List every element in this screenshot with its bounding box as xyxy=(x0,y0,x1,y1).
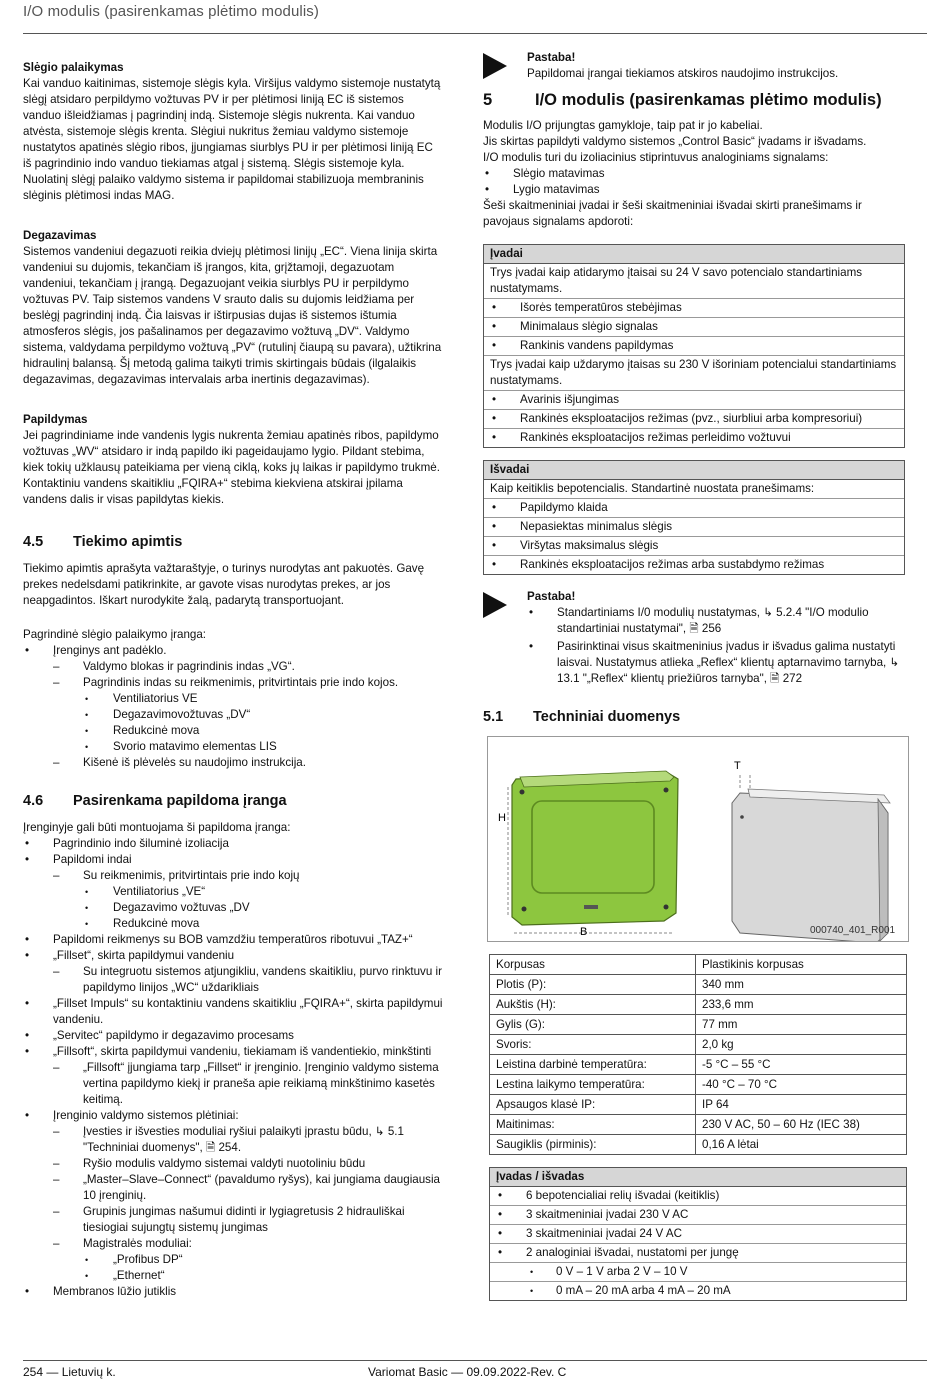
table-row: • Avarinis išjungimas xyxy=(484,391,904,410)
table-row xyxy=(490,995,907,1015)
paragraph: Tiekimo apimtis aprašyta važtaraštyje, o turinys nurodytas ant pakuotės. Gavę prekes nedelsdami patikrinkite, ar gavote visas nurodytas prekes, ar jos neapgadintos. Iškart nurodykite žalą, padarytą transportuojant. xyxy=(23,562,425,607)
list-item: • Degazavimovožtuvas „DV“ xyxy=(83,707,443,723)
note-box xyxy=(483,50,905,82)
list-item: – „Fillsoft“ įjungiama tarp „Fillset“ ir įrenginio. Įrenginio valdymo sistema vertina papildymo kiekį ir praneša apie reikiamą minkštinimo kasetės keitimą. xyxy=(53,1060,443,1108)
list-item: • Membranos lūžio jutiklis xyxy=(23,1284,443,1300)
list-item: • „Ethernet“ xyxy=(83,1268,443,1284)
section-title: Tiekimo apimtis xyxy=(73,534,183,550)
table-header: Išvadai xyxy=(484,461,904,480)
list-item: – Su integruotu sistemos atjungikliu, vandens skaitikliu, purvo rinktuvu ir papildymo linijos „WC“ uždarikliais xyxy=(53,964,443,996)
spec-value: -40 °C – 70 °C xyxy=(696,1075,907,1095)
list-item: – Grupinis jungimas našumui didinti ir lygiagretusis 2 hidrauliškai tiesiogiai sujungtų sistemų jungimas xyxy=(53,1204,443,1236)
paragraph: Pagrindinė slėgio palaikymo įranga: xyxy=(23,628,207,641)
table-row: • Rankinės eksploatacijos režimas perleidimo vožtuvui xyxy=(484,429,904,447)
page-header-title: I/O modulis (pasirenkamas plėtimo modulis) xyxy=(23,3,319,20)
section-number: 4.5 xyxy=(23,534,44,550)
table-row xyxy=(490,1055,907,1075)
list-item: • Lygio matavimas xyxy=(483,182,905,198)
table-row xyxy=(490,1115,907,1135)
outputs-table xyxy=(483,460,905,575)
spec-label: Saugiklis (pirminis): xyxy=(490,1135,696,1155)
table-row: • 2 analoginiai išvadai, nustatomi per jungę xyxy=(490,1244,906,1263)
dimension-label-b: B xyxy=(580,926,588,938)
list-item: – Su reikmenimis, pritvirtintais prie indo kojų • Ventiliatorius „VE“ • Degazavimo vožtuvas „DV • Redukcinė mova xyxy=(53,868,443,932)
table-row: • Rankinis vandens papildymas xyxy=(484,337,904,356)
right-column xyxy=(483,50,905,1313)
front-view-module xyxy=(512,771,678,925)
table-row: Kaip keitiklis bepotencialis. Standartinė nuostata pranešimams: xyxy=(484,480,904,499)
list-item: • „Fillsoft“, skirta papildymui vandeniu, tiekiamam iš vandentiekio, minkštinti – „Fillsoft“ įjungiama tarp „Fillset“ ir įrenginio. Įrenginio valdymo sistema vertina papildymo kiekį ir praneša apie reikiamą minkštinimo kasetės keitimą. xyxy=(23,1044,443,1108)
list-item: – Ryšio modulis valdymo sistemai valdyti nuotoliniu būdu xyxy=(53,1156,443,1172)
list-item: • Ventiliatorius „VE“ xyxy=(83,884,443,900)
table-row: • Minimalaus slėgio signalas xyxy=(484,318,904,337)
table-row xyxy=(490,1015,907,1035)
list-item: – „Master–Slave–Connect“ (pavaldumo ryšys), kai jungiama daugiausia 10 įrenginių. xyxy=(53,1172,443,1204)
inputs-table xyxy=(483,244,905,448)
subheading: Papildymas xyxy=(23,413,88,426)
table-row: • 0 V – 1 V arba 2 V – 10 V xyxy=(490,1263,906,1282)
spec-value: -5 °C – 55 °C xyxy=(696,1055,907,1075)
list-item: • Papildomi reikmenys su BOB vamzdžiu temperatūros ribotuvui „TAZ+“ xyxy=(23,932,443,948)
list-item: • „Profibus DP“ xyxy=(83,1252,443,1268)
table-row: Trys įvadai kaip atidarymo įtaisai su 24 V savo potencialo standartiniams nustatymams. xyxy=(484,264,904,299)
list-item: – Kišenė iš plėvelės su naudojimo instrukcija. xyxy=(53,755,443,771)
subheading: Slėgio palaikymas xyxy=(23,61,124,74)
list-item: • Slėgio matavimas xyxy=(483,166,905,182)
dimension-label-t: T xyxy=(734,760,741,772)
list-item: • Įrenginys ant padėklo. – Valdymo blokas ir pagrindinis indas „VG“. – Pagrindinis indas su reikmenimis, pritvirtintais prie indo kojos. • Ventiliatorius VE • Degazavimovožtuvas „DV“ • Redukcinė mova • Svorio matavimo elementas LIS – Kišenė iš plėvelės su naudojimo instrukcija. xyxy=(23,643,443,771)
table-row: • Nepasiektas minimalus slėgis xyxy=(484,518,904,537)
subheading: Degazavimas xyxy=(23,229,97,242)
optional-equipment-list xyxy=(23,836,443,1300)
section-number: 4.6 xyxy=(23,793,44,809)
list-item: • Redukcinė mova xyxy=(83,723,443,739)
footer-divider xyxy=(23,1360,927,1361)
table-header: Įvadai xyxy=(484,245,904,264)
table-row: • Rankinės eksploatacijos režimas arba sustabdymo režimas xyxy=(484,556,904,574)
note-label: Pastaba! xyxy=(527,51,576,64)
table-row: • 0 mA – 20 mA arba 4 mA – 20 mA xyxy=(490,1282,906,1300)
note-box xyxy=(483,589,905,687)
table-row: • 6 bepotencialiai relių išvadai (keitiklis) xyxy=(490,1187,906,1206)
note-arrow-icon xyxy=(483,592,507,618)
table-row: • Viršytas maksimalus slėgis xyxy=(484,537,904,556)
list-item: • Ventiliatorius VE xyxy=(83,691,443,707)
section-pressure-maintenance xyxy=(23,60,443,204)
table-row: • 3 skaitmeniniai įvadai 230 V AC xyxy=(490,1206,906,1225)
paragraph: Įrenginyje gali būti montuojama ši papildoma įranga: xyxy=(23,821,291,834)
spec-label: Aukštis (H): xyxy=(490,995,696,1015)
chapter-title: I/O modulis (pasirenkamas plėtimo modulis) xyxy=(535,91,882,109)
spec-label: Korpusas xyxy=(490,955,696,975)
section-refilling xyxy=(23,412,443,508)
table-row: • Rankinės eksploatacijos režimas (pvz., siurbliui arba kompresoriui) xyxy=(484,410,904,429)
note-text: Papildomai įrangai tiekiamos atskiros naudojimo instrukcijos. xyxy=(527,67,839,80)
spec-label: Lestina laikymo temperatūra: xyxy=(490,1075,696,1095)
list-item: • Pasirinktinai visus skaitmeninius įvadus ir išvadus galima nustatyti laisvai. Nustatymus atlieka „Reflex“ klientų aptarnavimo tarnyba, ↳ 13.1 "„Reflex“ klientų priežiūros tarnyba", 🗎 272 xyxy=(527,639,905,687)
chapter-heading-5 xyxy=(483,92,905,108)
spec-label: Plotis (P): xyxy=(490,975,696,995)
analog-list xyxy=(483,166,905,198)
footer-page-language: 254 — Lietuvių k. xyxy=(23,1365,116,1379)
section-title: Techniniai duomenys xyxy=(533,709,681,725)
section-heading-5-1 xyxy=(483,709,905,725)
table-row xyxy=(490,975,907,995)
scope-list xyxy=(23,643,443,771)
paragraph: Kai vanduo kaitinimas, sistemoje slėgis kyla. Viršijus valdymo sistemoje nustatytą slėgį atsidaro perpildymo vožtuvas PV ir per plėtimosi liniją EC iš sistemos vanduo išleidžiamas į pagrindinį indą. Sistemoje slėgis nukrenta. Kai vanduo atvėsta, sistemoje slėgis krenta. Slėgiui nukritus žemiau valdymo sistemoje nustatytos apatinės slėgio ribos, įjungiamas siurblys PU ir per plėtimosi liniją EC iš pagrindinio indo vanduo tiekiamas atgal į sistemą. Slėgis sistemoje kyla. Nuolatinį slėgį palaiko valdymo sistema ir papildomai stabilizuoja membraninis slėginis plėtimosi indas MAG. xyxy=(23,77,441,202)
note-arrow-icon xyxy=(483,53,507,79)
left-column xyxy=(23,60,443,1300)
spec-value: 230 V AC, 50 – 60 Hz (IEC 38) xyxy=(696,1115,907,1135)
table-row: Trys įvadai kaip uždarymo įtaisas su 230 V išoriniam potencialui standartiniams nustatymams. xyxy=(484,356,904,391)
table-row xyxy=(490,1075,907,1095)
side-view-module xyxy=(732,789,890,941)
list-item: – Valdymo blokas ir pagrindinis indas „VG“. xyxy=(53,659,443,675)
list-item: – Pagrindinis indas su reikmenimis, pritvirtintais prie indo kojos. • Ventiliatorius VE • Degazavimovožtuvas „DV“ • Redukcinė mova • Svorio matavimo elementas LIS xyxy=(53,675,443,755)
table-header: Įvadas / išvadas xyxy=(490,1168,906,1187)
list-item: – Magistralės moduliai: • „Profibus DP“ • „Ethernet“ xyxy=(53,1236,443,1284)
io-table xyxy=(489,1167,907,1301)
spec-value: 77 mm xyxy=(696,1015,907,1035)
footer-document-info: Variomat Basic — 09.09.2022-Rev. C xyxy=(368,1365,567,1379)
spec-label: Gylis (G): xyxy=(490,1015,696,1035)
header-divider xyxy=(23,33,927,34)
table-row: • Išorės temperatūros stebėjimas xyxy=(484,299,904,318)
list-item: • „Fillset“, skirta papildymui vandeniu – Su integruotu sistemos atjungikliu, vandens skaitikliu, purvo rinktuvu ir papildymo linijos „WC“ uždarikliais xyxy=(23,948,443,996)
spec-value: 340 mm xyxy=(696,975,907,995)
spec-label: Maitinimas: xyxy=(490,1115,696,1135)
io-module-figure xyxy=(487,736,909,942)
section-title: Pasirenkama papildoma įranga xyxy=(73,793,287,809)
list-item: • „Fillset Impuls“ su kontaktiniu vandens skaitikliu „FQIRA+“, skirta papildymui vandeniu. xyxy=(23,996,443,1028)
spec-label: Leistina darbinė temperatūra: xyxy=(490,1055,696,1075)
paragraph: Jis skirtas papildyti valdymo sistemos „Control Basic“ įvadams ir išvadams. xyxy=(483,135,867,148)
figure-code: 000740_401_R001 xyxy=(810,925,896,936)
section-degassing xyxy=(23,228,443,388)
dimension-label-h: H xyxy=(498,812,506,824)
paragraph: Jei pagrindiniame inde vandenis lygis nukrenta žemiau apatinės ribos, papildymo vožtuvas „WV“ atsidaro ir indą papildo iki pageidaujamo lygio. Pildant stebima, kiek tokių užklausų pateikiama per vieną ciklą, koks jų laikas ir papildymo trukmė. Kontaktiniu vandens skaitikliu „FQIRA+“ stebima kiekviena atskirai įpilama vandens dalis ir visas papildytas kiekis. xyxy=(23,429,440,506)
spec-value: 0,16 A lėtai xyxy=(696,1135,907,1155)
table-row xyxy=(490,1095,907,1115)
spec-label: Apsaugos klasė IP: xyxy=(490,1095,696,1115)
chapter-number: 5 xyxy=(483,91,493,109)
list-item: • Degazavimo vožtuvas „DV xyxy=(83,900,443,916)
paragraph: I/O modulis turi du izoliacinius stiprintuvus analoginiams signalams: xyxy=(483,151,829,164)
paragraph: Modulis I/O prijungtas gamykloje, taip pat ir jo kabeliai. xyxy=(483,119,763,132)
table-row xyxy=(490,1135,907,1155)
list-item: • Įrenginio valdymo sistemos plėtiniai: – Įvesties ir išvesties moduliai ryšiui palaikyti įprastu būdu, ↳ 5.1 "Techniniai duomenys", 🗎 254. – Ryšio modulis valdymo sistemai valdyti nuotoliniu būdu – „Master–Slave–Connect“ (pavaldumo ryšys), kai jungiama daugiausia 10 įrenginių. – Grupinis jungimas našumui didinti ir lygiagretusis 2 hidrauliškai tiesiogiai sujungtų sistemų jungimas – Magistralės moduliai: • „Profibus DP“ • „Ethernet“ xyxy=(23,1108,443,1284)
table-row xyxy=(490,1035,907,1055)
specs-table xyxy=(489,954,907,1155)
list-item: • Pagrindinio indo šiluminė izoliacija xyxy=(23,836,443,852)
io-module-illustration xyxy=(488,737,908,941)
spec-value: 2,0 kg xyxy=(696,1035,907,1055)
list-item: • Redukcinė mova xyxy=(83,916,443,932)
spec-label: Svoris: xyxy=(490,1035,696,1055)
list-item: • Papildomi indai – Su reikmenimis, pritvirtintais prie indo kojų • Ventiliatorius „VE“ • Degazavimo vožtuvas „DV • Redukcinė mova xyxy=(23,852,443,932)
list-item: • „Servitec“ papildymo ir degazavimo procesams xyxy=(23,1028,443,1044)
section-heading-4-6 xyxy=(23,793,443,809)
spec-value: IP 64 xyxy=(696,1095,907,1115)
note-label: Pastaba! xyxy=(527,590,576,603)
list-item: • Svorio matavimo elementas LIS xyxy=(83,739,443,755)
table-row xyxy=(490,955,907,975)
list-item: • Standartiniams I/0 modulių nustatymas, ↳ 5.2.4 "I/O modulio standartiniai nustatymai", 🗎 256 xyxy=(527,605,905,637)
section-number: 5.1 xyxy=(483,709,504,725)
list-item: – Įvesties ir išvesties moduliai ryšiui palaikyti įprastu būdu, ↳ 5.1 "Techniniai duomenys", 🗎 254. xyxy=(53,1124,443,1156)
section-heading-4-5 xyxy=(23,534,443,550)
spec-value: Plastikinis korpusas xyxy=(696,955,907,975)
table-row: • Papildymo klaida xyxy=(484,499,904,518)
spec-value: 233,6 mm xyxy=(696,995,907,1015)
paragraph: Sistemos vandeniui degazuoti reikia dviejų plėtimosi linijų „EC“. Viena linija skirta vandeniui su dujomis, tekančiam iš įrangos, kita, grįžtamoji, degazuotam vandeniui, tekančiam į įrangą. Degazuojant veikia siurblys PU ir perpildymo vožtuvas PV. Taip sistemos vandens V srauto dalis su dujomis leidžiama per beslėgį pagrindinį indą. Čia laisvas ir ištirpusias dujas iš sistemos ištumia atmosferos slėgis, jos pašalinamos per degazavimo vožtuvą „DV“. Valdymo sistema, valdydama perpildymo vožtuvą „PV“ (rutulinį čiaupą su pavara), užtikrina hidraulinį balansą. Šį metodą galima taikyti trimis skirtingais būdais (ilgalaikis degazavimas, degazavimas intervalais arba inertinis degazavimas). xyxy=(23,245,442,386)
paragraph: Šeši skaitmeniniai įvadai ir šeši skaitmeniniai išvadai skirti pranešimams ir pavojaus signalams apdoroti: xyxy=(483,199,862,228)
table-row: • 3 skaitmeniniai įvadai 24 V AC xyxy=(490,1225,906,1244)
